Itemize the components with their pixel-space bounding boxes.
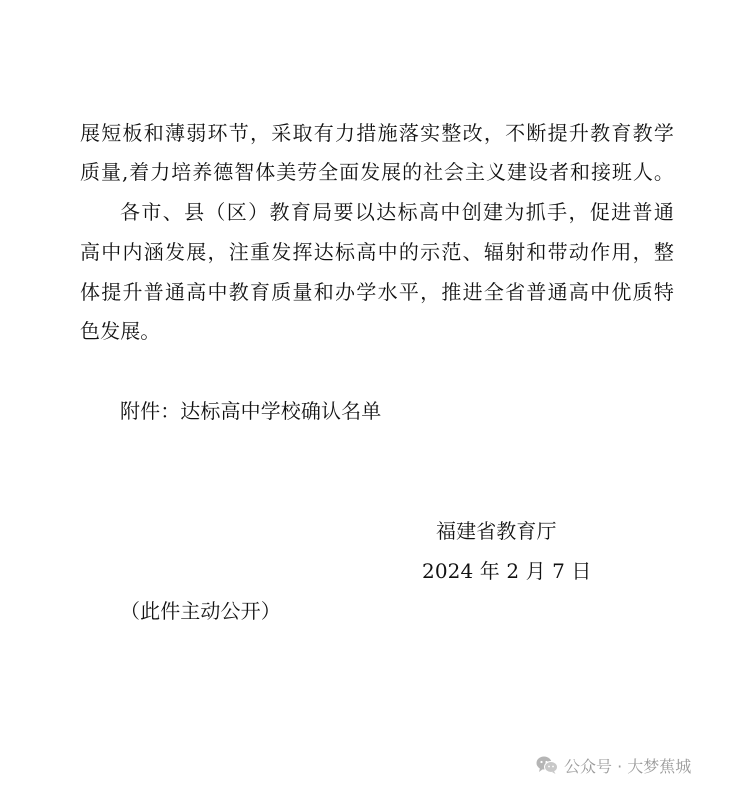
paragraph-line: 展短板和薄弱环节，采取有力措施落实整改，不断提升教育教学 xyxy=(80,121,674,145)
wechat-icon xyxy=(536,755,558,775)
disclosure-note: （此件主动公开） xyxy=(120,599,281,623)
paragraph-line: 体提升普通高中教育质量和办学水平，推进全省普通高中优质特 xyxy=(80,280,674,304)
signature-date: 2024 年 2 月 7 日 xyxy=(422,559,592,583)
paragraph-line: 色发展。 xyxy=(80,319,161,343)
watermark xyxy=(536,752,691,778)
attachment-note: 附件：达标高中学校确认名单 xyxy=(120,399,382,423)
signature-org: 福建省教育厅 xyxy=(436,519,557,543)
watermark-text: 公众号 · 大梦蕉城 xyxy=(564,756,692,776)
paragraph-line: 各市、县（区）教育局要以达标高中创建为抓手，促进普通 xyxy=(120,200,674,224)
paragraph-line: 高中内涵发展，注重发挥达标高中的示范、辐射和带动作用，整 xyxy=(80,240,674,264)
paragraph-line: 质量,着力培养德智体美劳全面发展的社会主义建设者和接班人。 xyxy=(80,160,674,184)
